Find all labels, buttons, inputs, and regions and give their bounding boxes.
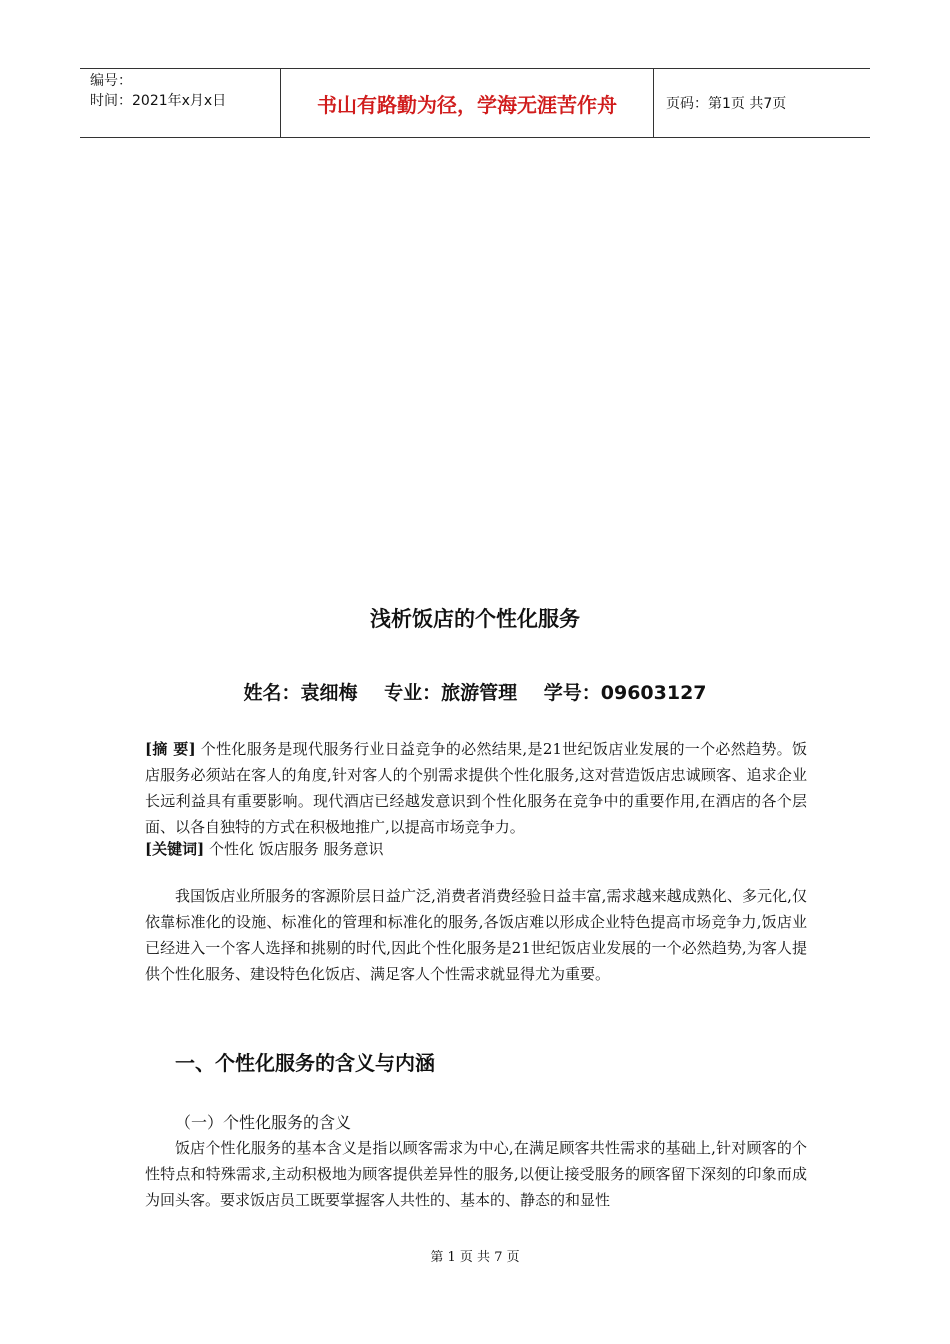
subsection-heading: （一）个性化服务的含义	[175, 1113, 352, 1132]
page-footer: 第 1 页 共 7 页	[430, 1250, 520, 1265]
serial-label: 编号：	[90, 73, 132, 89]
header-motto: 书山有路勤为径，学海无涯苦作舟	[281, 69, 654, 137]
abstract-label: [摘 要]	[145, 740, 196, 758]
section-heading: 一、个性化服务的含义与内涵	[175, 1051, 435, 1075]
abstract-paragraph	[145, 736, 807, 840]
header-page-info: 页码：第1页 共7页	[666, 96, 787, 112]
document-title: 浅析饭店的个性化服务	[370, 607, 580, 631]
author-student-id: 学号：09603127	[543, 682, 707, 704]
keywords-text: 个性化 饭店服务 服务意识	[208, 840, 384, 858]
author-name: 姓名：袁细梅	[243, 682, 358, 704]
keywords-label: [关键词]	[145, 840, 205, 858]
page-header	[80, 68, 870, 138]
time-label: 时间：2021年x月x日	[90, 93, 227, 109]
keywords-line	[145, 836, 807, 862]
intro-paragraph: 我国饭店业所服务的客源阶层日益广泛,消费者消费经验日益丰富,需求越来越成熟化、多元化,仅依靠标准化的设施、标准化的管理和标准化的服务,各饭店难以形成企业特色提高市场竞争力,饭店业已经进入一个客人选择和挑剔的时代,因此个性化服务是21世纪饭店业发展的一个必然趋势,为客人提供个性化服务、建设特色化饭店、满足客人个性需求就显得尤为重要。	[145, 887, 807, 983]
abstract-text: 个性化服务是现代服务行业日益竞争的必然结果,是21世纪饭店业发展的一个必然趋势。饭店服务必须站在客人的角度,针对客人的个别需求提供个性化服务,这对营造饭店忠诚顾客、追求企业长远利益具有重要影响。现代酒店已经越发意识到个性化服务在竞争中的重要作用,在酒店的各个层面、以各自独特的方式在积极地推广,以提高市场竞争力。	[145, 740, 807, 836]
author-major: 专业：旅游管理	[384, 682, 518, 704]
section-paragraph: 饭店个性化服务的基本含义是指以顾客需求为中心,在满足顾客共性需求的基础上,针对顾客的个性特点和特殊需求,主动积极地为顾客提供差异性的服务,以便让接受服务的顾客留下深刻的印象而成为回头客。要求饭店员工既要掌握客人共性的、基本的、静态的和显性	[145, 1139, 807, 1209]
header-meta	[80, 69, 281, 137]
author-line	[0, 678, 950, 705]
